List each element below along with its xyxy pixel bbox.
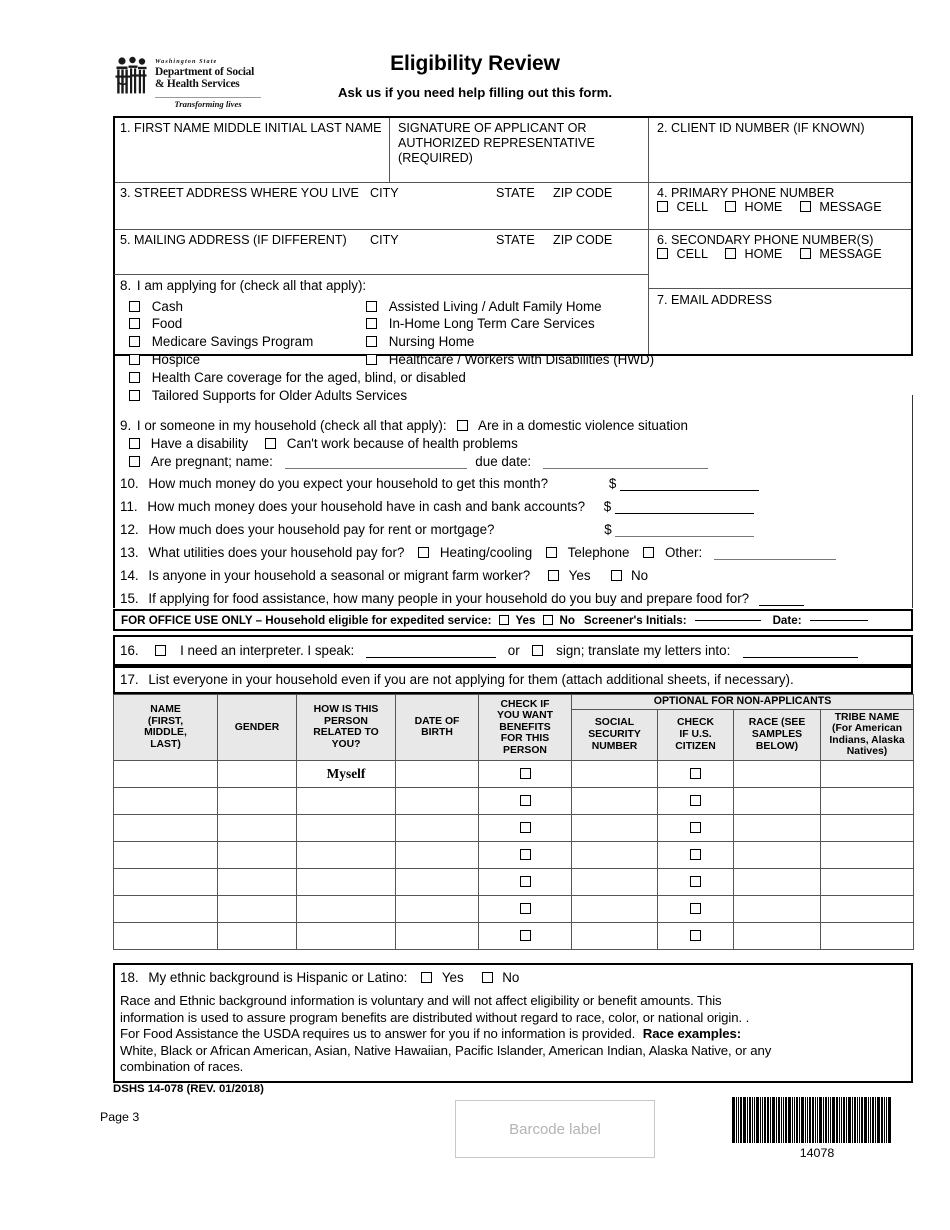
logo-dept-line1: Department of Social — [155, 66, 255, 78]
q16-text-or: or — [507, 643, 520, 658]
cell-gender[interactable] — [218, 895, 297, 922]
label-hwd: Healthcare / Workers with Disabilities (HWD) — [388, 352, 655, 367]
cell-name[interactable] — [114, 760, 218, 787]
label-health-care-coverage: Health Care coverage for the aged, blind, or disabled — [151, 370, 466, 385]
checkbox-secondary-cell[interactable] — [657, 248, 668, 259]
cell-want-benefits[interactable] — [479, 868, 572, 895]
q10-number: 10. — [120, 476, 139, 491]
q11-currency: $ — [603, 499, 612, 514]
col-gender — [218, 695, 297, 761]
q17-row — [120, 672, 794, 688]
cell-relationship[interactable] — [297, 787, 396, 814]
q8-option-medicare-savings[interactable] — [129, 334, 313, 350]
checkbox-nursing-home[interactable] — [366, 336, 377, 347]
page-subtitle: Ask us if you need help filling out this form. — [337, 85, 613, 100]
label-medicare-savings-program: Medicare Savings Program — [151, 334, 314, 349]
cell-want-benefits[interactable] — [479, 895, 572, 922]
checkbox-us-citizen[interactable] — [690, 849, 701, 860]
checkbox-us-citizen[interactable] — [690, 876, 701, 887]
cell-ssn[interactable] — [572, 922, 658, 949]
cell-tribe-name[interactable] — [821, 760, 914, 787]
checkbox-farm-worker-no[interactable] — [611, 570, 622, 581]
col-race-label: RACE (SEE SAMPLES BELOW) — [748, 717, 806, 752]
label-primary-message: MESSAGE — [819, 200, 882, 214]
label-field-7: 7. EMAIL ADDRESS — [657, 293, 773, 307]
q16-number: 16. — [120, 643, 139, 658]
cell-gender[interactable] — [218, 868, 297, 895]
table-row — [114, 787, 914, 814]
cell-dob[interactable] — [396, 841, 479, 868]
checkbox-medicare-savings-program[interactable] — [129, 336, 140, 347]
col-want-benefits-label: CHECK IF YOU WANT BENEFITS FOR THIS PERSON — [497, 698, 553, 756]
col-group-optional-nonapplicants: OPTIONAL FOR NON-APPLICANTS — [572, 695, 914, 710]
checkbox-farm-worker-yes[interactable] — [548, 570, 559, 581]
label-field-5-city: CITY — [370, 233, 399, 247]
cell-relationship[interactable] — [297, 922, 396, 949]
q18-text: My ethnic background is Hispanic or Latino: — [148, 970, 408, 985]
q9-15-right-border — [912, 395, 913, 608]
input-food-prep-count[interactable] — [759, 605, 804, 606]
table-row — [114, 760, 914, 787]
cell-us-citizen[interactable] — [658, 922, 734, 949]
cell-race[interactable] — [734, 814, 821, 841]
cell-race[interactable] — [734, 895, 821, 922]
label-field-3: 3. STREET ADDRESS WHERE YOU LIVE — [120, 186, 359, 200]
checkbox-cant-work[interactable] — [265, 438, 276, 449]
checkbox-hispanic-yes[interactable] — [421, 972, 432, 983]
q8-option-nursing-home[interactable] — [366, 334, 474, 350]
input-pregnant-name[interactable] — [285, 468, 467, 469]
label-hospice: Hospice — [151, 352, 201, 367]
q9-prompt: I or someone in my household (check all that apply): — [136, 418, 447, 433]
checkbox-assisted-living[interactable] — [366, 301, 377, 312]
label-primary-cell: CELL — [676, 200, 708, 214]
label-hispanic-no: No — [502, 970, 520, 985]
input-due-date[interactable] — [543, 468, 708, 469]
label-assisted-living: Assisted Living / Adult Family Home — [388, 299, 602, 314]
checkbox-want-benefits[interactable] — [520, 903, 531, 914]
race-note-line5: combination of races. — [120, 1059, 244, 1075]
cell-dob[interactable] — [396, 868, 479, 895]
q8-prompt: I am applying for (check all that apply): — [136, 278, 367, 293]
checkbox-primary-message[interactable] — [800, 201, 811, 212]
q8-option-assisted-living[interactable] — [366, 299, 602, 315]
barcode-number: 14078 — [799, 1146, 835, 1160]
col-relationship — [297, 695, 396, 761]
q16-row — [120, 643, 858, 659]
race-note-line3a: For Food Assistance the USDA requires us to answer for you if no information is provided. — [120, 1026, 636, 1042]
cell-gender[interactable] — [218, 814, 297, 841]
cell-want-benefits[interactable] — [479, 922, 572, 949]
label-signature-line1: SIGNATURE OF APPLICANT OR — [398, 121, 587, 135]
checkbox-health-care-coverage[interactable] — [129, 372, 140, 383]
race-ethnic-note — [120, 993, 910, 1076]
q16-text-speak: I need an interpreter. I speak: — [180, 643, 355, 658]
logo-state-label: Washington State — [155, 58, 218, 65]
cell-ssn[interactable] — [572, 760, 658, 787]
field-4-contact-type-options — [657, 200, 882, 214]
page-number: Page 3 — [100, 1110, 140, 1124]
cell-want-benefits[interactable] — [479, 814, 572, 841]
col-name — [114, 695, 218, 761]
cell-name[interactable] — [114, 895, 218, 922]
input-screener-initials[interactable] — [695, 620, 761, 621]
cell-us-citizen[interactable] — [658, 895, 734, 922]
q17-text: List everyone in your household even if you are not applying for them (attach additional sheets, if necessary). — [148, 672, 794, 687]
checkbox-want-benefits[interactable] — [520, 768, 531, 779]
cell-us-citizen[interactable] — [658, 841, 734, 868]
cell-tribe-name[interactable] — [821, 922, 914, 949]
checkbox-have-disability[interactable] — [129, 438, 140, 449]
q12-row — [120, 522, 754, 538]
checkbox-secondary-message[interactable] — [800, 248, 811, 259]
label-primary-home: HOME — [744, 200, 783, 214]
input-expected-income[interactable] — [620, 490, 759, 491]
q8-option-hospice[interactable] — [129, 352, 200, 368]
q9-row-pregnant — [129, 454, 708, 470]
label-domestic-violence: Are in a domestic violence situation — [478, 418, 688, 433]
cell-dob[interactable] — [396, 895, 479, 922]
household-table — [113, 694, 914, 950]
office-use-bar — [113, 609, 913, 631]
checkbox-need-sign-language[interactable] — [532, 645, 543, 656]
cell-gender[interactable] — [218, 841, 297, 868]
checkbox-primary-cell[interactable] — [657, 201, 668, 212]
table-row — [114, 895, 914, 922]
q17-number: 17. — [120, 672, 139, 687]
table-row — [114, 841, 914, 868]
cell-tribe-name[interactable] — [821, 787, 914, 814]
label-field-5-zip: ZIP CODE — [553, 233, 613, 247]
cell-ssn[interactable] — [572, 814, 658, 841]
label-farm-worker-no: No — [631, 568, 649, 583]
col-us-citizen — [658, 709, 734, 760]
label-screener-initials: Screener's Initials: — [583, 613, 687, 627]
checkbox-us-citizen[interactable] — [690, 768, 701, 779]
checkbox-hwd[interactable] — [366, 354, 377, 365]
q11-number: 11. — [120, 499, 138, 514]
cell-dob[interactable] — [396, 787, 479, 814]
cell-want-benefits[interactable] — [479, 787, 572, 814]
q14-number: 14. — [120, 568, 139, 583]
cell-us-citizen[interactable] — [658, 814, 734, 841]
label-field-6: 6. SECONDARY PHONE NUMBER(S) — [657, 233, 874, 247]
q8-option-tailored-supports[interactable] — [129, 388, 407, 404]
input-office-date[interactable] — [810, 620, 868, 621]
col-name-label: NAME (FIRST, MIDDLE, LAST) — [144, 704, 187, 751]
checkbox-expedited-no[interactable] — [543, 615, 553, 625]
q8-option-food[interactable] — [129, 316, 182, 332]
q12-currency: $ — [604, 522, 612, 537]
q8-option-health-care-coverage[interactable] — [129, 370, 466, 386]
q8-option-hwd[interactable] — [366, 352, 654, 368]
logo-dept-line2: & Health Services — [155, 78, 240, 91]
q8-option-in-home-ltc[interactable] — [366, 316, 595, 332]
label-field-5: 5. MAILING ADDRESS (IF DIFFERENT) — [120, 233, 347, 247]
input-utility-other[interactable] — [714, 559, 836, 560]
label-office-date: Date: — [772, 613, 802, 627]
cell-race[interactable] — [734, 760, 821, 787]
cell-relationship[interactable] — [297, 841, 396, 868]
checkbox-cash[interactable] — [129, 301, 140, 312]
label-utility-other: Other: — [664, 545, 703, 560]
q15-number: 15. — [120, 591, 139, 606]
race-note-line3 — [120, 1026, 910, 1043]
label-field-1: 1. FIRST NAME MIDDLE INITIAL LAST NAME — [120, 121, 382, 135]
q13-number: 13. — [120, 545, 139, 560]
cell-us-citizen[interactable] — [658, 760, 734, 787]
checkbox-secondary-home[interactable] — [725, 248, 736, 259]
cell-name[interactable] — [114, 868, 218, 895]
q9-heading — [120, 418, 688, 434]
checkbox-want-benefits[interactable] — [520, 795, 531, 806]
q10-text: How much money do you expect your household to get this month? — [148, 476, 549, 491]
rule-f6-f7 — [649, 288, 911, 289]
label-cant-work: Can't work because of health problems — [286, 436, 518, 451]
col-ssn-label: SOCIAL SECURITY NUMBER — [588, 717, 641, 752]
checkbox-want-benefits[interactable] — [520, 849, 531, 860]
checkbox-utility-other[interactable] — [643, 547, 654, 558]
cell-tribe-name[interactable] — [821, 868, 914, 895]
rule-row3-row5 — [115, 229, 648, 230]
q8-option-cash[interactable] — [129, 299, 183, 315]
rule-f2-f4 — [649, 182, 911, 183]
checkbox-want-benefits[interactable] — [520, 876, 531, 887]
label-have-disability: Have a disability — [150, 436, 249, 451]
divider-right-column — [648, 118, 649, 354]
cell-race[interactable] — [734, 787, 821, 814]
cell-ssn[interactable] — [572, 841, 658, 868]
label-nursing-home: Nursing Home — [388, 334, 475, 349]
label-food: Food — [151, 316, 183, 331]
cell-relationship[interactable] — [297, 895, 396, 922]
col-want-benefits — [479, 695, 572, 761]
table-row — [114, 922, 914, 949]
label-field-3-zip: ZIP CODE — [553, 186, 613, 200]
label-in-home-ltc: In-Home Long Term Care Services — [388, 316, 595, 331]
page-header — [0, 52, 950, 112]
q11-text: How much money does your household have in cash and bank accounts? — [147, 499, 586, 514]
cell-gender[interactable] — [218, 787, 297, 814]
race-note-line1: Race and Ethnic background information is voluntary and will not affect eligibility or benefit amounts. This — [120, 993, 722, 1008]
label-secondary-cell: CELL — [676, 247, 708, 261]
checkbox-hispanic-no[interactable] — [482, 972, 493, 983]
input-rent-mortgage[interactable] — [615, 536, 754, 537]
checkbox-heating-cooling[interactable] — [418, 547, 429, 558]
label-field-3-state: STATE — [496, 186, 535, 200]
cell-want-benefits[interactable] — [479, 841, 572, 868]
checkbox-tailored-supports[interactable] — [129, 390, 140, 401]
label-expedited-no: No — [559, 613, 575, 627]
cell-us-citizen[interactable] — [658, 868, 734, 895]
cell-name[interactable] — [114, 814, 218, 841]
field-6-contact-type-options — [657, 247, 882, 261]
form-code: DSHS 14-078 (REV. 01/2018) — [113, 1083, 264, 1095]
cell-us-citizen[interactable] — [658, 787, 734, 814]
col-us-citizen-label: CHECK IF U.S. CITIZEN — [675, 717, 716, 752]
cell-race[interactable] — [734, 922, 821, 949]
table-row — [114, 868, 914, 895]
cell-tribe-name[interactable] — [821, 814, 914, 841]
q12-number: 12. — [120, 522, 139, 537]
label-signature-line3: (REQUIRED) — [398, 151, 473, 165]
label-signature-line2: AUTHORIZED REPRESENTATIVE — [398, 136, 595, 150]
col-ssn — [572, 709, 658, 760]
office-use-prefix: FOR OFFICE USE ONLY – Household eligible for expedited service: — [121, 613, 492, 627]
cell-dob[interactable] — [396, 922, 479, 949]
input-written-language[interactable] — [743, 657, 858, 658]
race-note-line4: White, Black or African American, Asian, Native Hawaiian, Pacific Islander, American Indian, Alaska Native, or any — [120, 1042, 772, 1058]
checkbox-us-citizen[interactable] — [690, 795, 701, 806]
q8-heading — [120, 278, 366, 294]
cell-ssn[interactable] — [572, 895, 658, 922]
checkbox-us-citizen[interactable] — [690, 930, 701, 941]
checkbox-in-home-ltc[interactable] — [366, 318, 377, 329]
label-secondary-message: MESSAGE — [819, 247, 882, 261]
q13-row — [120, 545, 836, 561]
label-field-4: 4. PRIMARY PHONE NUMBER — [657, 186, 835, 200]
col-gender-label: GENDER — [234, 721, 280, 733]
q12-text: How much does your household pay for rent or mortgage? — [148, 522, 495, 537]
household-table-group-header-row — [114, 695, 914, 710]
barcode-label-placeholder: Barcode label — [455, 1100, 655, 1158]
cell-race[interactable] — [734, 841, 821, 868]
checkbox-want-benefits[interactable] — [520, 930, 531, 941]
q10-currency: $ — [608, 476, 617, 491]
cell-dob[interactable] — [396, 760, 479, 787]
label-farm-worker-yes: Yes — [568, 568, 591, 583]
cell-relationship[interactable] — [297, 868, 396, 895]
q16-text-sign: sign; translate my letters into: — [556, 643, 731, 658]
cell-gender[interactable] — [218, 760, 297, 787]
q15-row — [120, 591, 804, 607]
race-note-line2: information is used to assure program benefits are distributed without regard to race, color, or national origin. . — [120, 1009, 750, 1025]
label-due-date: due date: — [475, 454, 532, 469]
checkbox-hospice[interactable] — [129, 354, 140, 365]
q13-text: What utilities does your household pay for? — [148, 545, 405, 560]
checkbox-expedited-yes[interactable] — [499, 615, 509, 625]
label-expedited-yes: Yes — [515, 613, 536, 627]
logo-tagline: Transforming lives — [174, 99, 242, 109]
col-dob — [396, 695, 479, 761]
cell-race[interactable] — [734, 868, 821, 895]
q8-number: 8. — [120, 278, 132, 293]
input-cash-bank-accounts[interactable] — [615, 513, 754, 514]
checkbox-us-citizen[interactable] — [690, 903, 701, 914]
col-tribe-name — [821, 709, 914, 760]
label-hispanic-yes: Yes — [441, 970, 464, 985]
cell-ssn[interactable] — [572, 787, 658, 814]
label-cash: Cash — [151, 299, 183, 314]
input-spoken-language[interactable] — [366, 657, 496, 658]
cell-want-benefits[interactable] — [479, 760, 572, 787]
q14-row — [120, 568, 648, 584]
checkbox-domestic-violence[interactable] — [457, 420, 468, 431]
cell-relationship[interactable] — [297, 814, 396, 841]
barcode-graphic — [732, 1097, 891, 1143]
checkbox-us-citizen[interactable] — [690, 822, 701, 833]
q9-row-disability — [129, 436, 518, 452]
col-race — [734, 709, 821, 760]
divider-name-signature — [389, 118, 390, 182]
label-field-3-city: CITY — [370, 186, 399, 200]
label-secondary-home: HOME — [744, 247, 783, 261]
cell-ssn[interactable] — [572, 868, 658, 895]
label-are-pregnant: Are pregnant; name: — [150, 454, 273, 469]
household-table-body — [114, 760, 914, 949]
checkbox-food[interactable] — [129, 318, 140, 329]
cell-name[interactable] — [114, 922, 218, 949]
cell-tribe-name[interactable] — [821, 841, 914, 868]
q9-number: 9. — [120, 418, 132, 433]
cell-name[interactable] — [114, 841, 218, 868]
q14-text: Is anyone in your household a seasonal or migrant farm worker? — [148, 568, 531, 583]
checkbox-want-benefits[interactable] — [520, 822, 531, 833]
cell-name[interactable] — [114, 787, 218, 814]
q9-15-left-border — [113, 356, 115, 608]
label-heating-cooling: Heating/cooling — [439, 545, 533, 560]
label-field-5-state: STATE — [496, 233, 535, 247]
rule-row1-row3 — [115, 182, 648, 183]
table-row — [114, 814, 914, 841]
q18-row — [120, 970, 519, 986]
col-tribe-name-label: TRIBE NAME (For American Indians, Alaska Natives) — [829, 711, 905, 758]
q18-number: 18. — [120, 970, 139, 985]
cell-relationship[interactable]: Myself — [297, 760, 396, 787]
label-tailored-supports: Tailored Supports for Older Adults Services — [151, 388, 408, 403]
label-field-2: 2. CLIENT ID NUMBER (IF KNOWN) — [657, 121, 865, 135]
q11-row — [120, 499, 754, 515]
checkbox-primary-home[interactable] — [725, 201, 736, 212]
checkbox-telephone[interactable] — [546, 547, 557, 558]
page-title: Eligibility Review — [390, 52, 560, 75]
label-telephone: Telephone — [567, 545, 630, 560]
cell-gender[interactable] — [218, 922, 297, 949]
cell-dob[interactable] — [396, 814, 479, 841]
q15-text: If applying for food assistance, how many people in your household do you buy and prepare food for? — [148, 591, 750, 606]
race-examples-heading: Race examples: — [642, 1026, 742, 1042]
checkbox-are-pregnant[interactable] — [129, 456, 140, 467]
cell-tribe-name[interactable] — [821, 895, 914, 922]
checkbox-need-interpreter[interactable] — [155, 645, 166, 656]
rule-f4-f6 — [649, 229, 911, 230]
col-relationship-label: HOW IS THIS PERSON RELATED TO YOU? — [313, 704, 379, 751]
q10-row — [120, 476, 759, 492]
col-dob-label: DATE OF BIRTH — [414, 715, 460, 739]
